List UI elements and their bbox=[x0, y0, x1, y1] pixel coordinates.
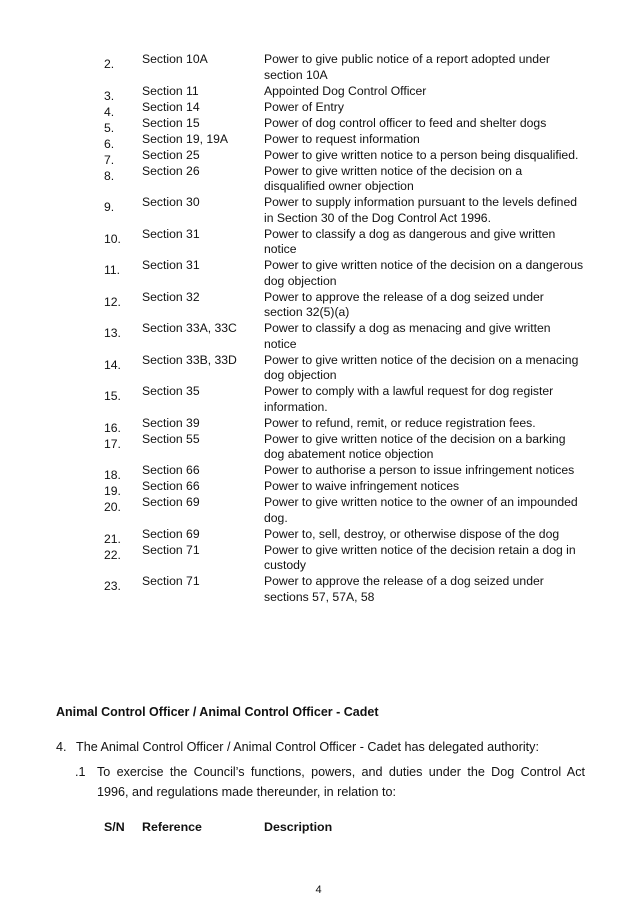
paragraph-4 bbox=[56, 740, 586, 754]
row-reference: Section 31 bbox=[142, 258, 200, 272]
row-reference: Section 31 bbox=[142, 226, 200, 241]
row-reference: Section 26 bbox=[142, 163, 200, 178]
section-heading: Animal Control Officer / Animal Control Officer - Cadet bbox=[56, 705, 379, 719]
row-reference: Section 35 bbox=[142, 384, 200, 398]
table-row bbox=[0, 384, 637, 415]
column-header-description: Description bbox=[264, 820, 333, 834]
table-row bbox=[0, 147, 637, 167]
table-row bbox=[0, 83, 637, 103]
row-number: 23. bbox=[104, 579, 121, 593]
row-number: 14. bbox=[104, 357, 121, 372]
delegation-table bbox=[0, 52, 637, 606]
row-number: 3. bbox=[104, 88, 115, 103]
table-row bbox=[0, 164, 637, 195]
table-row bbox=[0, 415, 637, 435]
row-number: 9. bbox=[104, 200, 115, 214]
row-description: Power to authorise a person to issue infringement notices bbox=[264, 463, 575, 477]
row-description: Power to give written notice of the decision retain a dog in custody bbox=[264, 542, 576, 572]
row-description: Power of Entry bbox=[264, 99, 344, 114]
paragraph-text: The Animal Control Officer / Animal Control Officer - Cadet has delegated authority: bbox=[76, 740, 539, 754]
table-row bbox=[0, 227, 637, 258]
row-description: Power to classify a dog as dangerous and give written notice bbox=[264, 226, 556, 256]
subparagraph-text: To exercise the Council’s functions, powers, and duties under the Dog Control Act 1996, and regulations made thereunder, in relation to: bbox=[97, 765, 585, 799]
column-header-reference: Reference bbox=[142, 820, 202, 834]
row-number: 7. bbox=[104, 152, 115, 167]
table-row bbox=[0, 52, 637, 83]
subparagraph-number: .1 bbox=[75, 765, 86, 779]
row-number: 19. bbox=[104, 484, 121, 498]
row-reference: Section 10A bbox=[142, 52, 208, 66]
row-description: Appointed Dog Control Officer bbox=[264, 83, 427, 98]
row-number: 20. bbox=[104, 500, 121, 514]
row-reference: Section 19, 19A bbox=[142, 131, 229, 146]
subparagraph-1 bbox=[75, 762, 585, 802]
row-reference: Section 66 bbox=[142, 463, 200, 477]
table-row bbox=[0, 321, 637, 352]
row-description: Power to give public notice of a report adopted under section 10A bbox=[264, 52, 550, 82]
table-row bbox=[0, 131, 637, 151]
paragraph-number: 4. bbox=[56, 740, 67, 754]
row-description: Power to give written notice to the owner of an impounded dog. bbox=[264, 495, 578, 525]
row-description: Power of dog control officer to feed and shelter dogs bbox=[264, 115, 547, 130]
row-reference: Section 33A, 33C bbox=[142, 321, 237, 335]
row-reference: Section 69 bbox=[142, 526, 200, 541]
row-description: Power to give written notice of the decision on a menacing dog objection bbox=[264, 352, 579, 382]
row-description: Power to comply with a lawful request for dog register information. bbox=[264, 384, 554, 414]
row-number: 8. bbox=[104, 168, 115, 183]
table-row bbox=[0, 526, 637, 546]
table-row bbox=[0, 115, 637, 135]
row-reference: Section 32 bbox=[142, 289, 200, 304]
row-description: Power to, sell, destroy, or otherwise dispose of the dog bbox=[264, 526, 560, 541]
row-description: Power to approve the release of a dog seized under sections 57, 57A, 58 bbox=[264, 574, 544, 604]
row-reference: Section 14 bbox=[142, 99, 200, 114]
row-reference: Section 33B, 33D bbox=[142, 352, 237, 367]
row-number: 10. bbox=[104, 231, 121, 246]
table-row bbox=[0, 290, 637, 321]
row-number: 12. bbox=[104, 294, 121, 309]
table-row bbox=[0, 463, 637, 482]
row-reference: Section 15 bbox=[142, 115, 200, 130]
row-number: 2. bbox=[104, 57, 115, 71]
row-description: Power to waive infringement notices bbox=[264, 479, 460, 493]
row-number: 4. bbox=[104, 104, 115, 119]
row-number: 22. bbox=[104, 547, 121, 562]
table-row bbox=[0, 353, 637, 384]
row-description: Power to give written notice of the decision on a dangerous dog objection bbox=[264, 258, 584, 288]
table-row bbox=[0, 99, 637, 119]
row-number: 17. bbox=[104, 436, 121, 451]
row-number: 13. bbox=[104, 326, 121, 340]
table-row bbox=[0, 543, 637, 574]
row-reference: Section 55 bbox=[142, 431, 200, 446]
row-reference: Section 30 bbox=[142, 195, 200, 209]
table-row bbox=[0, 574, 637, 605]
row-description: Power to refund, remit, or reduce registration fees. bbox=[264, 415, 536, 430]
row-description: Power to classify a dog as menacing and give written notice bbox=[264, 321, 551, 351]
table-row bbox=[0, 195, 637, 226]
table-row bbox=[0, 479, 637, 498]
row-reference: Section 11 bbox=[142, 83, 199, 98]
row-description: Power to request information bbox=[264, 131, 420, 146]
table-row bbox=[0, 258, 637, 289]
row-number: 21. bbox=[104, 531, 121, 546]
row-reference: Section 25 bbox=[142, 147, 200, 162]
row-description: Power to give written notice of the decision on a disqualified owner objection bbox=[264, 163, 523, 193]
row-reference: Section 69 bbox=[142, 495, 200, 509]
row-description: Power to approve the release of a dog seized under section 32(5)(a) bbox=[264, 289, 544, 319]
column-header-sn: S/N bbox=[104, 820, 125, 834]
page-number: 4 bbox=[315, 884, 322, 896]
row-number: 11. bbox=[104, 263, 121, 277]
row-number: 6. bbox=[104, 136, 115, 151]
table-row bbox=[0, 495, 637, 526]
table-row bbox=[0, 432, 637, 463]
row-number: 15. bbox=[104, 389, 121, 403]
row-reference: Section 71 bbox=[142, 542, 200, 557]
row-reference: Section 71 bbox=[142, 574, 200, 588]
row-description: Power to supply information pursuant to the levels defined in Section 30 of the Dog Control Act 1996. bbox=[264, 195, 577, 225]
row-number: 18. bbox=[104, 468, 121, 482]
row-description: Power to give written notice of the decision on a barking dog abatement notice objection bbox=[264, 431, 566, 461]
row-description: Power to give written notice to a person being disqualified. bbox=[264, 147, 579, 162]
row-reference: Section 39 bbox=[142, 415, 200, 430]
row-reference: Section 66 bbox=[142, 479, 200, 493]
row-number: 16. bbox=[104, 420, 121, 435]
row-number: 5. bbox=[104, 120, 115, 135]
